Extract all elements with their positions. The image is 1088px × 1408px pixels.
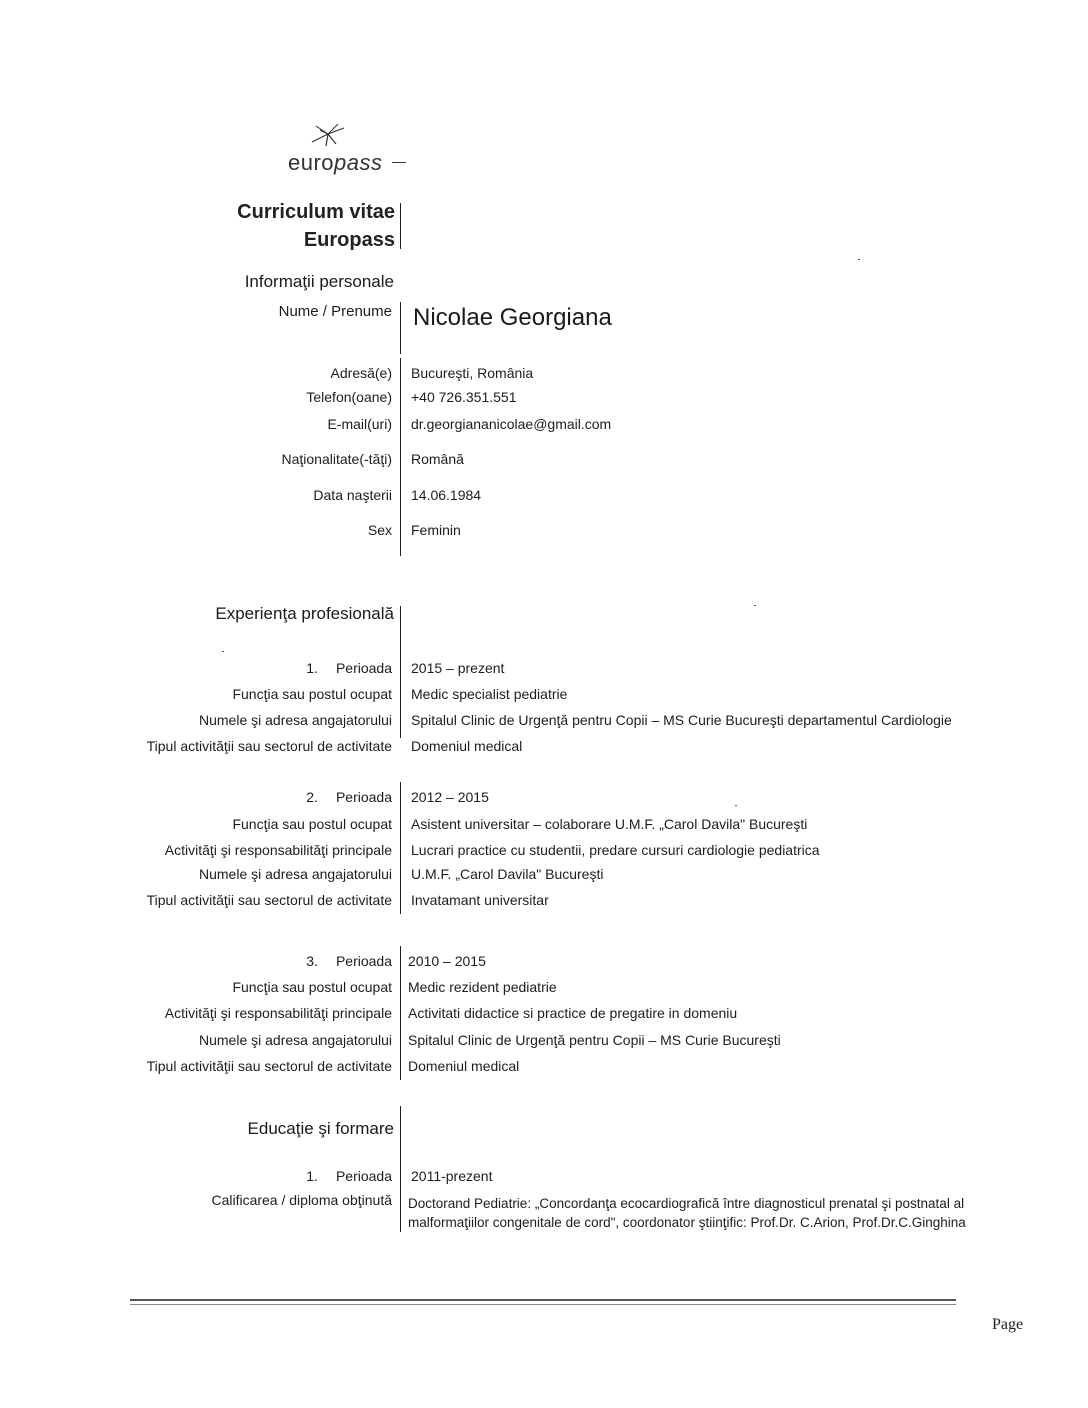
row-value: U.M.F. „Carol Davila" Bucureşti [411,866,604,882]
name-label: Nume / Prenume [278,303,392,320]
footer-rule-thin [130,1304,956,1305]
logo-wordmark: europass [288,150,383,175]
row-label: Numele şi adresa angajatorului [199,866,392,882]
period-value: 2012 – 2015 [411,789,489,805]
row-value: Invatamant universitar [411,892,549,908]
section-education: Educaţie şi formare [247,1119,394,1138]
period-label: 1. Perioada [306,1168,392,1184]
row-label: Funcţia sau postul ocupat [232,816,392,832]
row-value: Domeniul medical [411,738,523,754]
row-value: Asistent universitar – colaborare U.M.F. „Carol Davila" Bucureşti [411,816,808,832]
section-personal-info: Informaţii personale [244,272,394,291]
period-value: 2010 – 2015 [408,953,486,969]
field-label: Naţionalitate(-tăţi) [281,451,392,467]
row-label: Funcţia sau postul ocupat [232,686,392,702]
row-label: Tipul activităţii sau sectorul de activitate [146,738,392,754]
row-value: Medic specialist pediatrie [411,686,568,702]
cv-title-line2: Europass [303,229,395,251]
qualification-line2: malformaţiilor congenitale de cord", coordonator ştiinţific: Prof.Dr. C.Arion, Prof.Dr.C.Ginghina [408,1215,966,1230]
row-label: Activităţi şi responsabilităţi principale [164,1005,392,1021]
row-label: Tipul activităţii sau sectorul de activitate [146,892,392,908]
row-label: Numele şi adresa angajatorului [199,1032,392,1048]
period-label: 2. Perioada [306,789,392,805]
birthdate-value: 14.06.1984 [411,487,482,503]
field-label: Telefon(oane) [306,389,392,405]
row-value: Domeniul medical [408,1058,520,1074]
page-label: Page [992,1316,1024,1333]
cv-title-line1: Curriculum vitae [237,201,395,223]
nationality-value: Română [411,451,464,467]
row-label: Tipul activităţii sau sectorul de activitate [146,1058,392,1074]
row-label: Numele şi adresa angajatorului [199,712,392,728]
row-value: Medic rezident pediatrie [408,979,557,995]
row-label: Funcţia sau postul ocupat [232,979,392,995]
period-label: 1. Perioada [306,660,392,676]
field-label: E-mail(uri) [327,416,392,432]
row-label: Activităţi şi responsabilităţi principale [164,842,392,858]
europass-star-icon [298,120,358,154]
row-value: Lucrari practice cu studentii, predare cursuri cardiologie pediatrica [411,842,820,858]
address-value: Bucureşti, România [411,365,534,381]
period-value: 2011-prezent [411,1168,493,1184]
person-name: Nicolae Georgiana [413,304,612,331]
email-value: dr.georgiananicolae@gmail.com [411,416,612,432]
field-label: Data naşterii [313,487,392,503]
row-value: Spitalul Clinic de Urgenţă pentru Copii – MS Curie Bucureşti [408,1032,781,1048]
row-value: Activitati didactice si practice de pregatire in domeniu [408,1005,738,1021]
qualification-line1: Doctorand Pediatrie: „Concordanţa ecocardiografică între diagnosticul prenatal şi postnatal al [408,1196,965,1211]
period-value: 2015 – prezent [411,660,505,676]
section-experience: Experienţa profesională [215,604,394,623]
sex-value: Feminin [411,522,461,538]
footer-rule [130,1299,956,1301]
row-label: Calificarea / diploma obţinută [211,1192,392,1208]
field-label: Adresă(e) [330,365,392,381]
europass-logo [280,120,420,180]
field-label: Sex [367,522,392,538]
phone-value: +40 726.351.551 [411,389,517,405]
cv-title [237,198,395,254]
period-label: 3. Perioada [306,953,392,969]
row-value: Spitalul Clinic de Urgenţă pentru Copii – MS Curie Bucureşti departamentul Cardiologie [411,712,952,728]
